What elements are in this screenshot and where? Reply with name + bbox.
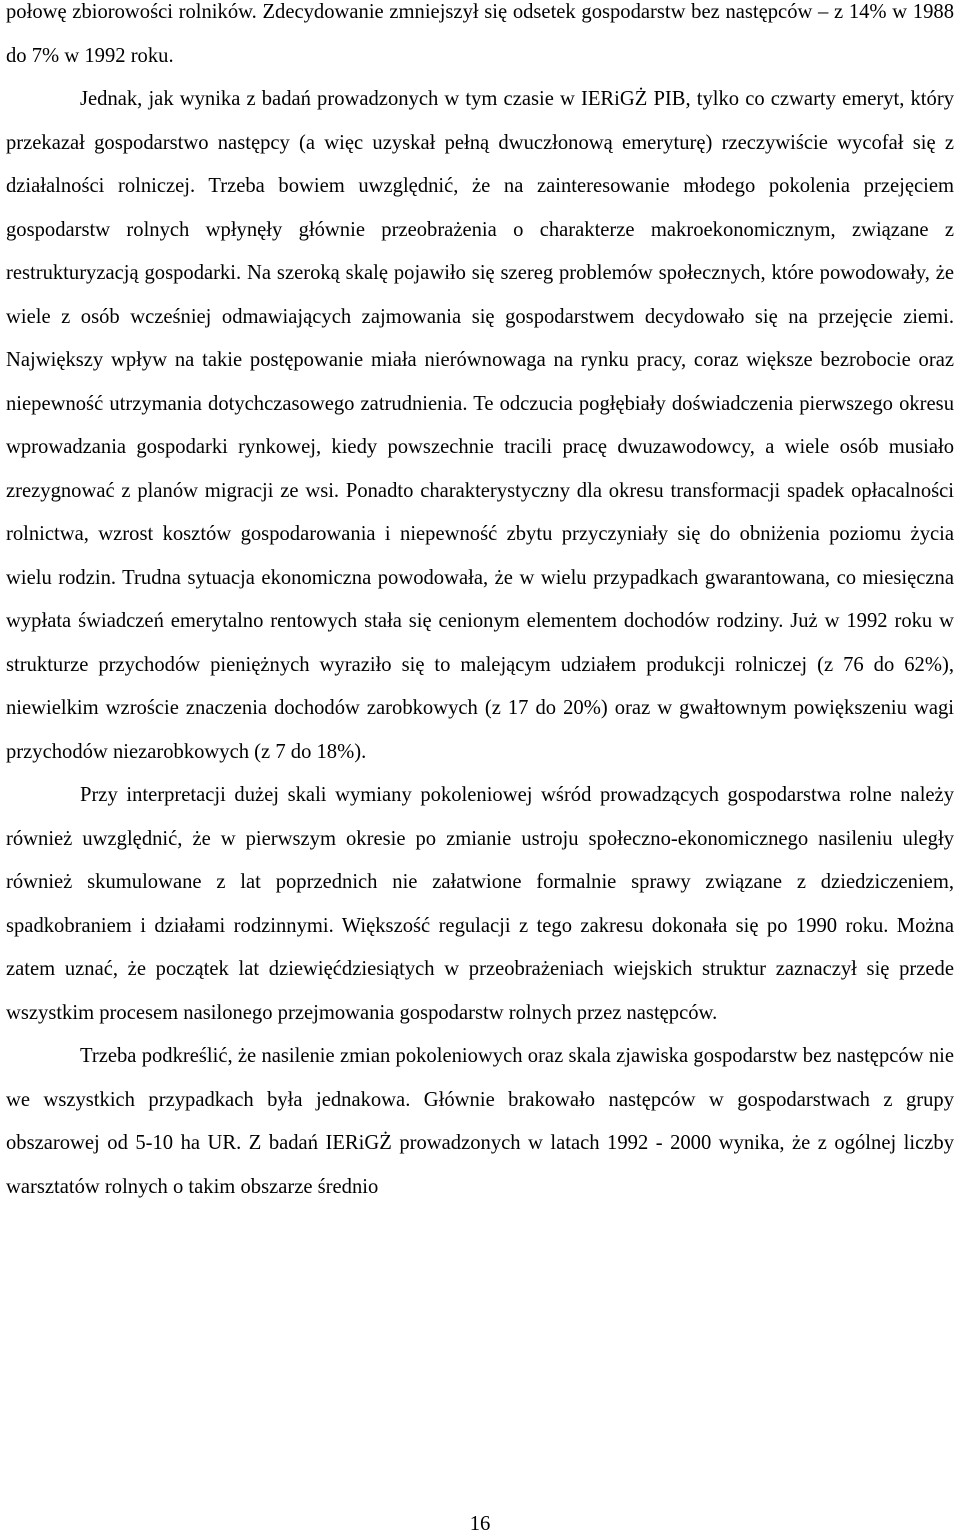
paragraph-3: Przy interpretacji dużej skali wymiany pokoleniowej wśród prowadzących gospodarstwa rolne należy również uwzględnić, że w pierwszym okresie po zmianie ustroju społeczno-ekonomicznego nasileniu uległy również skumulowane z lat poprzednich nie załatwione formalnie sprawy związane z dziedziczeniem, spadkobraniem i działami rodzinnymi. Większość regulacji z tego zakresu dokonała się po 1990 roku. Można zatem uznać, że początek lat dziewięćdziesiątych w przeobrażeniach wiejskich struktur zaznaczył się przede wszystkim procesem nasilonego przejmowania gospodarstw rolnych przez następców. [6, 784, 954, 1024]
paragraph-1: połowę zbiorowości rolników. Zdecydowanie zmniejszył się odsetek gospodarstw bez następców – z 14% w 1988 do 7% w 1992 roku. [6, 1, 954, 67]
paragraph-4: Trzeba podkreślić, że nasilenie zmian pokoleniowych oraz skala zjawiska gospodarstw bez następców nie we wszystkich przypadkach była jednakowa. Głównie brakowało następców w gospodarstwach z grupy obszarowej od 5-10 ha UR. Z badań IERiGŻ prowadzonych w latach 1992 - 2000 wynika, że z ogólnej liczby warsztatów rolnych o takim obszarze średnio [6, 1045, 954, 1198]
document-page [6, 0, 954, 1209]
paragraph-2: Jednak, jak wynika z badań prowadzonych w tym czasie w IERiGŻ PIB, tylko co czwarty emeryt, który przekazał gospodarstwo następcy (a więc uzyskał pełną dwuczłonową emeryturę) rzeczywiście wycofał się z działalności rolniczej. Trzeba bowiem uwzględnić, że na zainteresowanie młodego pokolenia przejęciem gospodarstw rolnych wpłynęły głównie przeobrażenia o charakterze makroekonomicznym, związane z restrukturyzacją gospodarki. Na szeroką skalę pojawiło się szereg problemów społecznych, które powodowały, że wiele z osób wcześniej odmawiających zajmowania się gospodarstwem decydowało się na przejęcie ziemi. Największy wpływ na takie postępowanie miała nierównowaga na rynku pracy, coraz większe bezrobocie oraz niepewność utrzymania dotychczasowego zatrudnienia. Te odczucia pogłębiały doświadczenia pierwszego okresu wprowadzania gospodarki rynkowej, kiedy powszechnie tracili pracę dwuzawodowcy, a wiele osób musiało zrezygnować z planów migracji ze wsi. Ponadto charakterystyczny dla okresu transformacji spadek opłacalności rolnictwa, wzrost kosztów gospodarowania i niepewność zbytu przyczyniały się do obniżenia poziomu życia wielu rodzin. Trudna sytuacja ekonomiczna powodowała, że w wielu przypadkach gwarantowana, co miesięczna wypłata świadczeń emerytalno rentowych stała się cenionym elementem dochodów rodziny. Już w 1992 roku w strukturze przychodów pieniężnych wyraziło się to malejącym udziałem produkcji rolniczej (z 76 do 62%), niewielkim wzroście znaczenia dochodów zarobkowych (z 17 do 20%) oraz w gwałtownym powiększeniu wagi przychodów niezarobkowych (z 7 do 18%). [6, 88, 954, 763]
page-number: 16 [469, 1513, 491, 1535]
